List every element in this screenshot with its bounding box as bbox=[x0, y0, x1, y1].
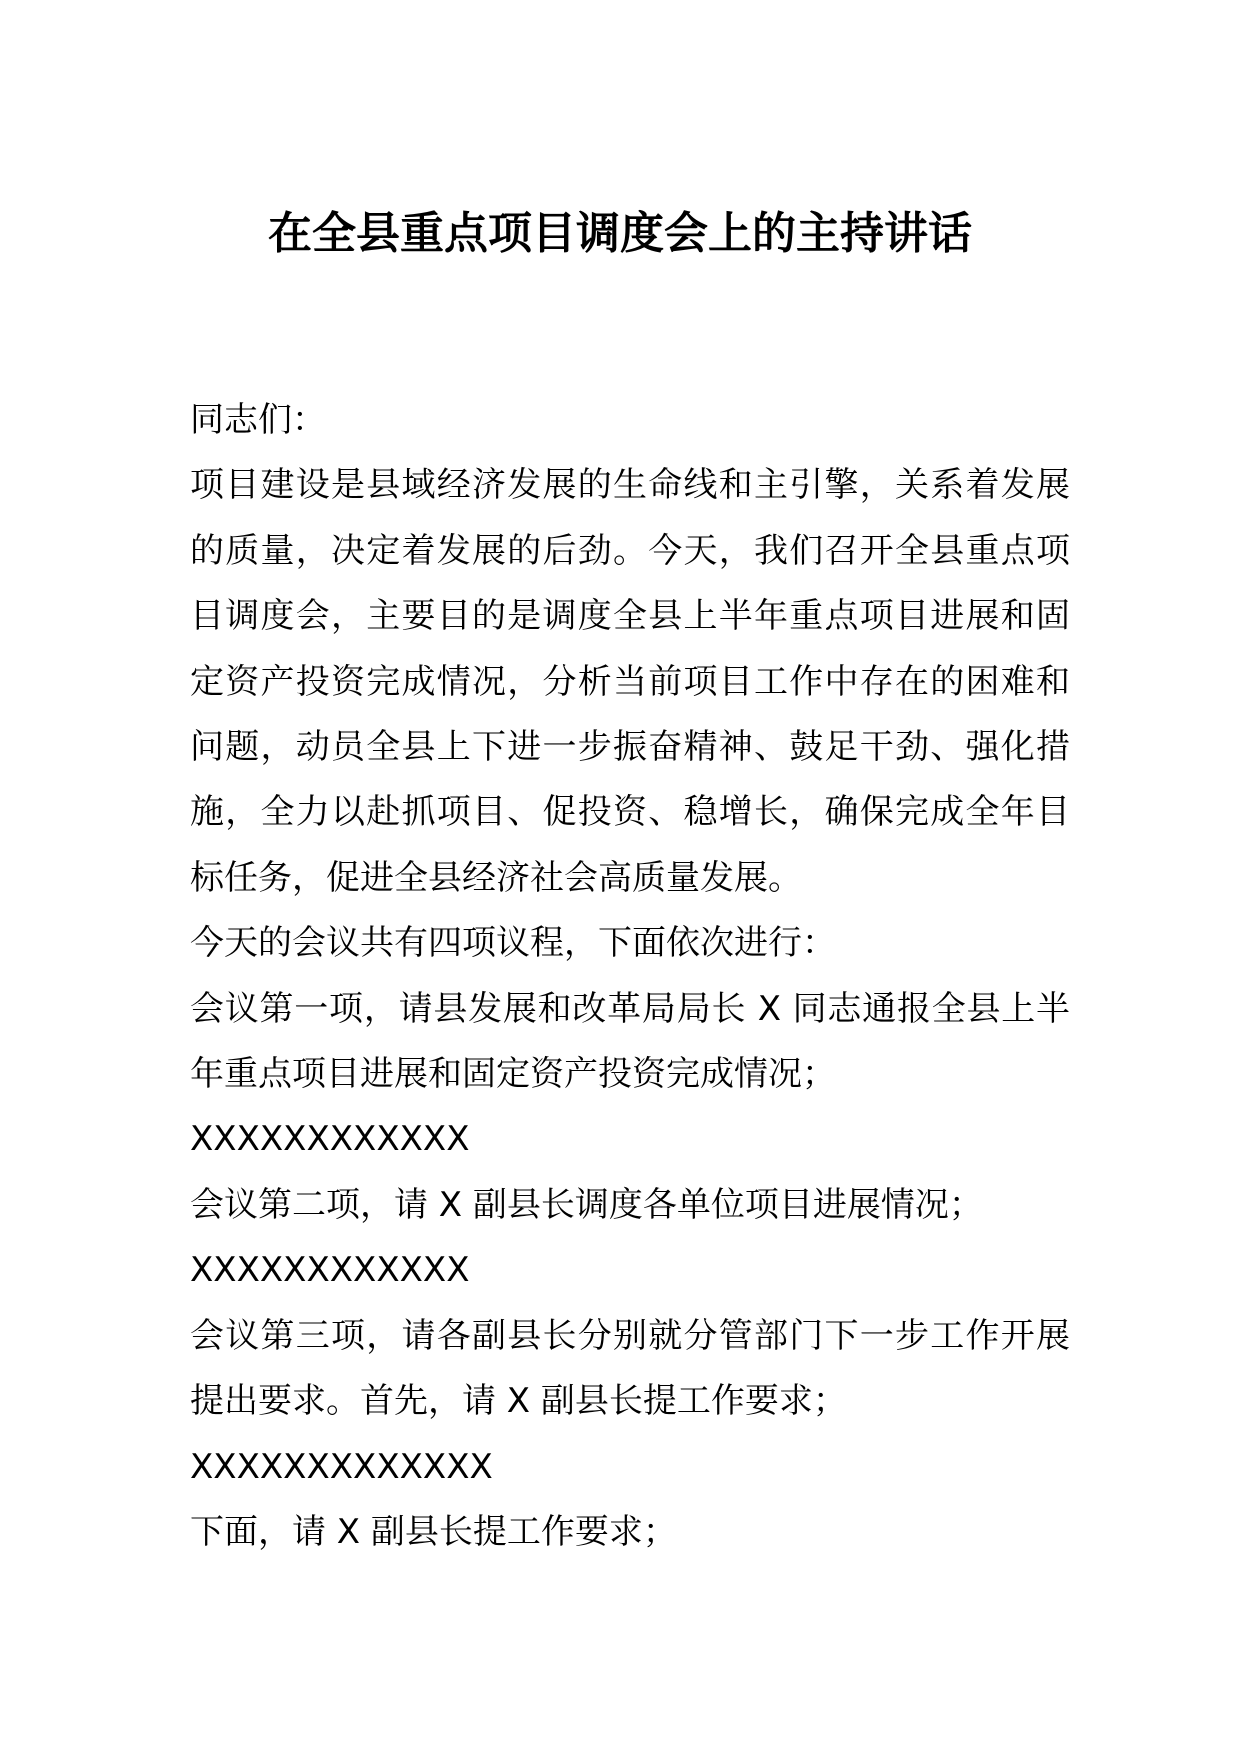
placeholder-paragraph-2: XXXXXXXXXXXX bbox=[190, 1250, 470, 1291]
placeholder-paragraph-1: XXXXXXXXXXXX bbox=[190, 1119, 470, 1160]
document-body bbox=[190, 388, 1070, 1565]
agenda-item-2-paragraph: 会议第二项，请 X 副县长调度各单位项目进展情况； bbox=[190, 1184, 983, 1225]
next-speaker-paragraph: 下面，请 X 副县长提工作要求； bbox=[190, 1511, 677, 1552]
agenda-item-1-paragraph: 会议第一项，请县发展和改革局局长 X 同志通报全县上半年重点项目进展和固定资产投资完成情况； bbox=[190, 988, 1070, 1095]
agenda-intro-paragraph: 今天的会议共有四项议程，下面依次进行： bbox=[190, 923, 836, 964]
document-title: 在全县重点项目调度会上的主持讲话 bbox=[268, 208, 972, 259]
agenda-item-3-paragraph: 会议第三项，请各副县长分别就分管部门下一步工作开展提出要求。首先，请 X 副县长提工作要求； bbox=[190, 1315, 1070, 1422]
intro-paragraph: 项目建设是县域经济发展的生命线和主引擎，关系着发展的质量，决定着发展的后劲。今天，我们召开全县重点项目调度会，主要目的是调度全县上半年重点项目进展和固定资产投资完成情况，分析当前项目工作中存在的困难和问题，动员全县上下进一步振奋精神、鼓足干劲、强化措施，全力以赴抓项目、促投资、稳增长，确保完成全年目标任务，促进全县经济社会高质量发展。 bbox=[190, 465, 1070, 898]
salutation-paragraph: 同志们： bbox=[190, 400, 326, 440]
placeholder-paragraph-3: XXXXXXXXXXXXX bbox=[190, 1446, 493, 1487]
